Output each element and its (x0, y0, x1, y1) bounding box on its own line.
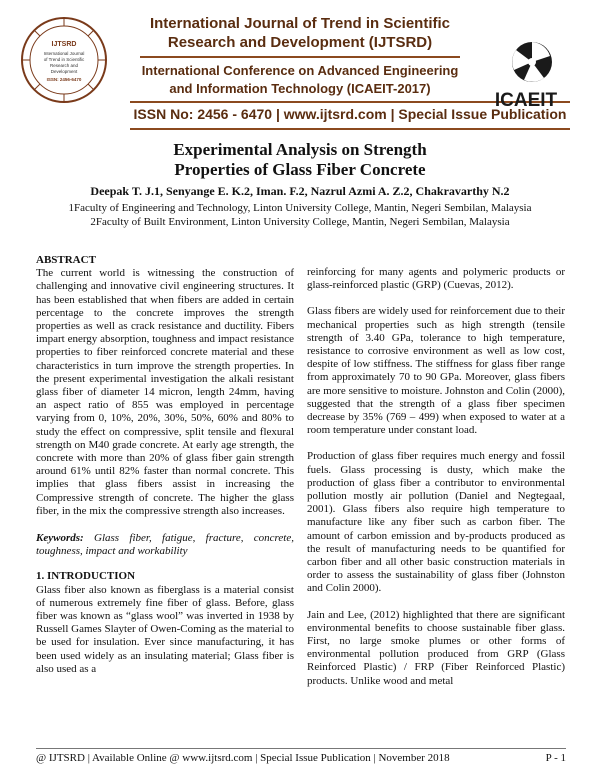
seal-issn: ISSN: 2456-6470 (46, 77, 82, 82)
paper-title-line-2: Properties of Glass Fiber Concrete (174, 160, 426, 179)
keywords-label: Keywords: (36, 532, 84, 545)
right-paragraph-2: Glass fibers are widely used for reinforcement due to their mechanical properties such as high strength (tensile strength of 3.40 GPa, tolerance to high temperature, resistance to corrosive environment as well as low cost, despite of low stiffness. The stiffness for glass fiber range from approximately 70 to 90 GPa. Moreover, glass fibers are more sensitive to moisture. Johnston and Colin (2000), suggested that the strength of a glass fiber specimen decrease by 35% (769 – 499) when exposed to water at a room temperature under constant load. (307, 305, 565, 437)
icaeit-logo (478, 36, 574, 114)
right-column (307, 266, 565, 688)
abstract-text: The current world is witnessing the construction of challenging and innovative civil engineering structures. It has been established that when fibers are added in certain percentage to the concrete improves the strength properties as well as crack resistance and ductility. Fibers impart energy absorption, toughness and impact resistance properties to fiber reinforced concrete material and these characteristics in turn improve the strength properties. In the present experimental investigation the alkali resistant glass fiber of diameter 14 micron, length 24mm, having an aspect ratio of 855 was employed in percentage varying from 0, 10%, 20%, 30%, 50%, 60% and 80% to study the effect on compressive, split tensile and flexural strength on M40 grade concrete. At early age strength, the concrete with more than 20% of glass fiber gain strength around 61% until 82% faster than normal concrete. This implies that glass fibers assist in increasing the Compressive strength of concrete. The higher the glass fiber, in the mix the compressive strength also increases. (36, 267, 294, 517)
affiliation-2: 2Faculty of Built Environment, Linton University College, Mantin, Negeri Sembilan, Malaysia (90, 216, 510, 228)
conference-name-line-2: and Information Technology (ICAEIT-2017) (169, 81, 431, 96)
right-paragraph-4: Jain and Lee, (2012) highlighted that there are significant environmental benefits to choose sustainable fiber glass. First, no large smoke plumes or other forms of environmental pollution produced from GRP (Glass Reinforced Plastic) / FRP (Fiber Reinforced Plastic) products. Unlike wood and metal (307, 608, 565, 687)
introduction-heading: 1. INTRODUCTION (36, 570, 136, 583)
left-column (36, 254, 294, 676)
keywords-text: Glass fiber, fatigue, fracture, concrete, toughness, impact and workability (36, 532, 294, 558)
right-paragraph-3: Production of glass fiber requires much energy and fossil fuels. Glass processing is dusty, which make the production of glass fiber a contributor to environmental pollution mostly air pollution (Daniel and Negtegaal, 2001). Glass fibers also require high temperature to manufacture like any fiber such as carbon fiber. The amount of carbon emission and by-products produced as the result of manufacturing needs to be quantified for carbon fiber and all other basic construction materials in order to assess the sustainability of glass fiber (Johnston and Colin 2000). (307, 450, 565, 595)
affiliation-1: 1Faculty of Engineering and Technology, Linton University College, Mantin, Negeri Sembilan, Malaysia (68, 202, 532, 214)
keywords (36, 532, 294, 558)
header-divider-top (140, 56, 460, 58)
footer-divider (36, 748, 566, 749)
logo-text: ICAEIT (494, 90, 558, 111)
journal-name-line-2: Research and Development (IJTSRD) (167, 34, 433, 51)
ijtsrd-seal-logo (20, 16, 108, 104)
footer-citation: @ IJTSRD | Available Online @ www.ijtsrd.com | Special Issue Publication | November 2018 (36, 752, 450, 764)
issn-bar: ISSN No: 2456 - 6470 | www.ijtsrd.com | Special Issue Publication (133, 106, 567, 122)
paper-title-line-1: Experimental Analysis on Strength (173, 140, 427, 159)
seal-acronym: IJTSRD (51, 41, 77, 48)
journal-name-line-1: International Journal of Trend in Scientific (149, 15, 451, 32)
seal-line-4: Development (50, 69, 78, 74)
abstract-heading: ABSTRACT (36, 254, 96, 266)
introduction-text: Glass fiber also known as fiberglass is a material consist of numerous extremely fine fiber of glass. Before, glass fiber was known as “glass wool” was inverted in 1938 by Russell Games Slayter of Owen-Coming as the material to be used for insulation. Ever since manufacturing, it has been used widely as an insulating material; Glass fiber is also used as a (36, 583, 294, 675)
conference-name (130, 62, 470, 98)
conference-name-line-1: International Conference on Advanced Engineering (141, 63, 459, 78)
seal-line-2: of Trend in Scientific (43, 57, 85, 62)
page-number: P - 1 (545, 752, 566, 764)
header-divider-bottom (130, 128, 570, 130)
paper-title (80, 140, 520, 180)
seal-line-3: Research and (49, 63, 79, 68)
journal-header (0, 0, 600, 160)
seal-line-1: International Journal (43, 51, 85, 56)
right-paragraph-1: reinforcing for many agents and polymeric products or glass-reinforced plastic (GRP) (Cuevas, 2012). (307, 266, 565, 292)
journal-name (130, 14, 470, 52)
author-list: Deepak T. J.1, Senyange E. K.2, Iman. F.2, Nazrul Azmi A. Z.2, Chakravarthy N.2 (90, 184, 510, 198)
